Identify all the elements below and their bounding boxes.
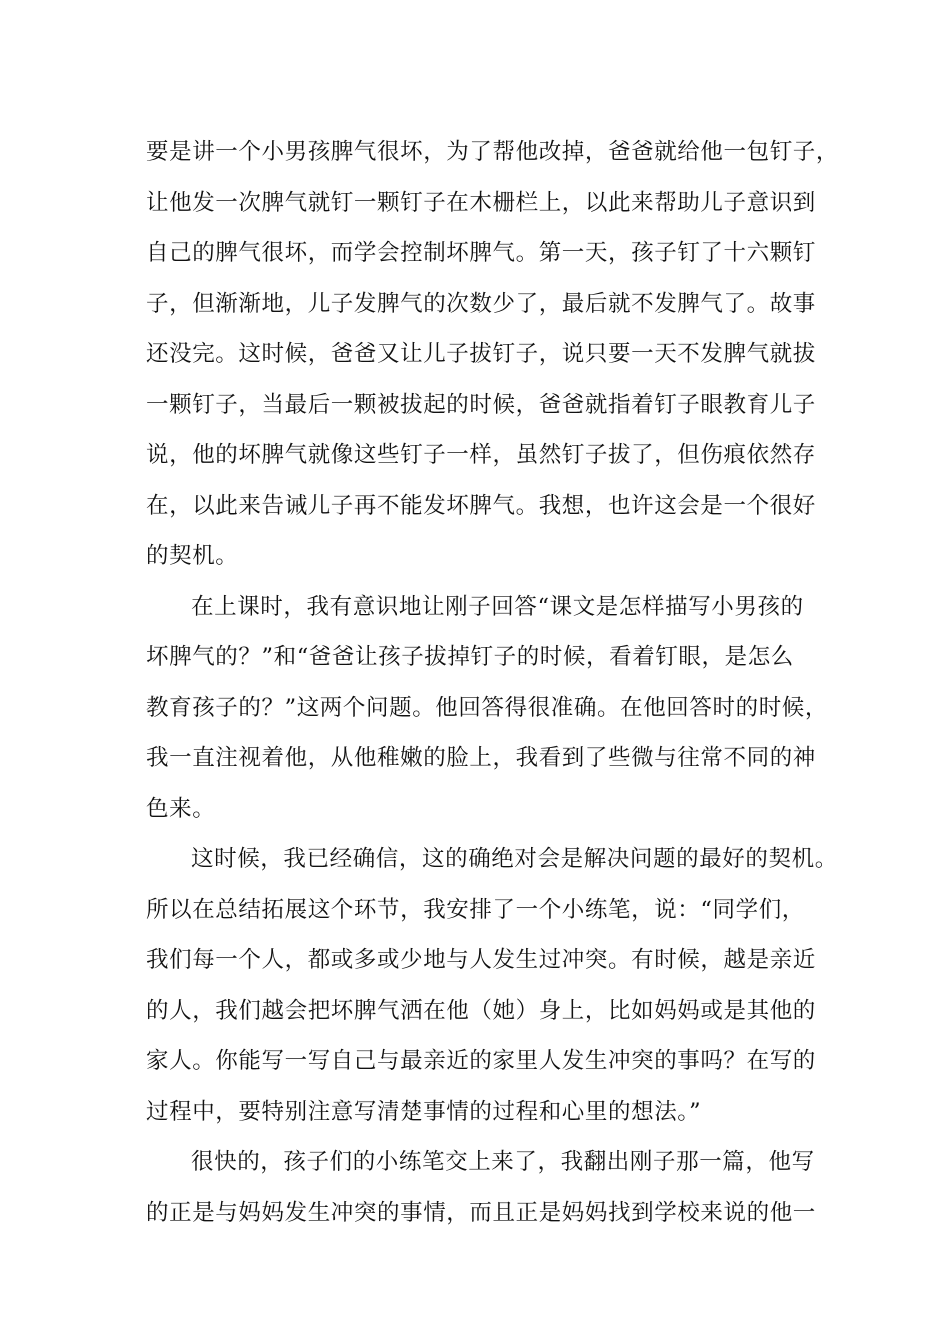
text-line: 色来。 xyxy=(146,795,216,822)
text-line: 教育孩子的？”这两个问题。他回答得很准确。在他回答时的时候， xyxy=(146,694,829,721)
text-line: 说，他的坏脾气就像这些钉子一样，虽然钉子拔了，但伤痕依然存 xyxy=(146,442,816,468)
text-line: 让他发一次脾气就钉一颗钉子在木栅栏上，以此来帮助儿子意识到 xyxy=(146,189,816,216)
text-line: 坏脾气的？”和“爸爸让孩子拔掉钉子的时候，看着钉眼，是怎么 xyxy=(146,644,794,670)
text-line: 所以在总结拓展这个环节，我安排了一个小练笔，说：“同学们， xyxy=(146,896,805,923)
text-line: 的契机。 xyxy=(146,543,239,569)
text-line: 一颗钉子，当最后一颗被拔起的时候，爸爸就指着钉子眼教育儿子 xyxy=(146,391,816,418)
text-line: 还没完。这时候，爸爸又让儿子拔钉子，说只要一天不发脾气就拔 xyxy=(146,341,816,367)
text-line: 的人，我们越会把坏脾气洒在他（她）身上，比如妈妈或是其他的 xyxy=(146,997,816,1024)
text-line: 家人。你能写一写自己与最亲近的家里人发生冲突的事吗？在写的 xyxy=(146,1048,816,1074)
text-line: 要是讲一个小男孩脾气很坏，为了帮他改掉，爸爸就给他一包钉子， xyxy=(146,139,840,165)
paragraph-first-line: 在上课时，我有意识地让刚子回答“课文是怎样描写小男孩的 xyxy=(191,593,804,620)
paragraph-first-line: 很快的，孩子们的小练笔交上来了，我翻出刚子那一篇，他写 xyxy=(191,1149,815,1175)
text-line: 我们每一个人，都或多或少地与人发生过冲突。有时候，越是亲近 xyxy=(146,947,816,973)
paragraph-first-line: 这时候，我已经确信，这的确绝对会是解决问题的最好的契机。 xyxy=(191,846,838,872)
text-line: 在，以此来告诫儿子再不能发坏脾气。我想，也许这会是一个很好 xyxy=(146,492,816,519)
text-line: 我一直注视着他，从他稚嫩的脸上，我看到了些微与往常不同的神 xyxy=(146,745,816,771)
text-line: 的正是与妈妈发生冲突的事情，而且正是妈妈找到学校来说的他一 xyxy=(146,1199,816,1226)
text-line: 自己的脾气很坏，而学会控制坏脾气。第一天，孩子钉了十六颗钉 xyxy=(146,240,816,266)
body-text xyxy=(146,127,840,1238)
text-line: 过程中，要特别注意写清楚事情的过程和心里的想法。” xyxy=(146,1098,702,1125)
text-line: 子，但渐渐地，儿子发脾气的次数少了，最后就不发脾气了。故事 xyxy=(146,290,816,317)
